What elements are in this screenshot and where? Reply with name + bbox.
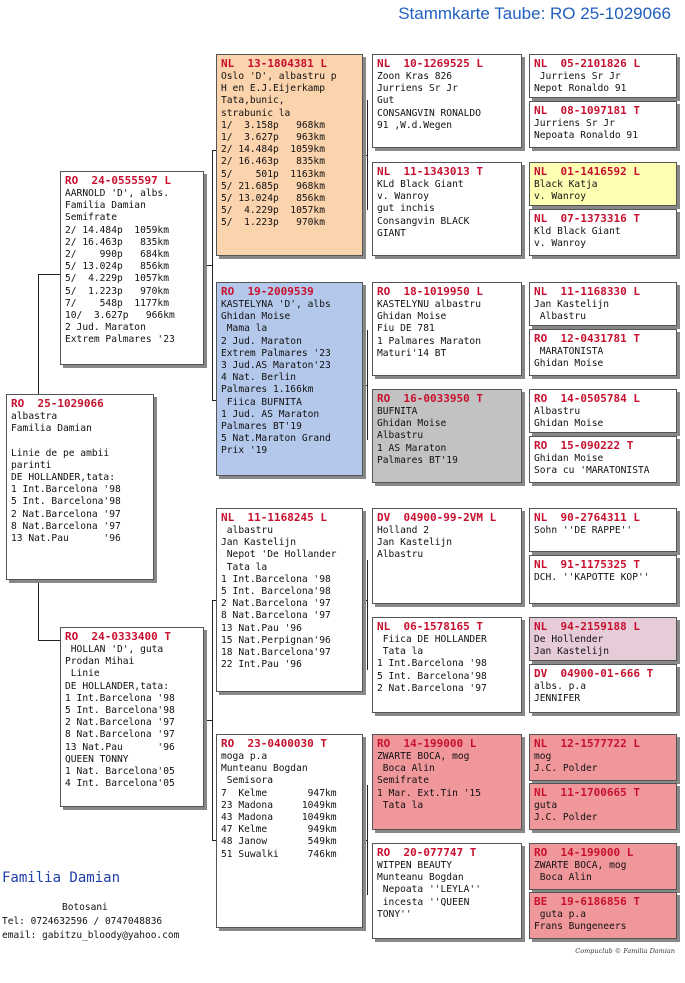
gg-box-5: NL 11-1168330 L Jan Kastelijn Albastru bbox=[529, 282, 677, 326]
ring-number: RO 14-199000 L bbox=[377, 737, 477, 750]
gg-box-4: NL 07-1373316 T Kld Black Giant v. Wanroy bbox=[529, 209, 677, 256]
ring-number: NL 11-1168245 L bbox=[221, 511, 327, 524]
ring-number: NL 11-1343013 T bbox=[377, 165, 483, 178]
ring-number: RO 24-0555597 L bbox=[65, 174, 171, 187]
pigeon-info: Oslo 'D', albastru p H en E.J.Eijerkamp Tata,bunic, strabunic la 1/ 3.158p 968km 1/ 3.627p 963km 2/ 14.484p 1059km 2/ 16.463p 835km 5/ 501p 1163km 5/ 21.685p 968km 5/ 13.024p 856km 5/ 4.229p 1057km 5/ 1.223p 970km bbox=[221, 71, 337, 229]
ring-number: NL 11-1168330 L bbox=[534, 285, 640, 298]
ring-number: RO 20-077747 T bbox=[377, 846, 477, 859]
ring-number: NL 90-2764311 L bbox=[534, 511, 640, 524]
gg-box-9: NL 90-2764311 L Sohn ''DE RAPPE'' bbox=[529, 508, 677, 552]
ring-number: NL 01-1416592 L bbox=[534, 165, 640, 178]
dds-box bbox=[372, 734, 522, 830]
dss-box bbox=[372, 508, 522, 604]
sire-dam-box bbox=[216, 282, 363, 476]
ssd-box bbox=[372, 162, 522, 256]
ring-number: RO 15-090222 T bbox=[534, 439, 634, 452]
gg-box-10: NL 91-1175325 T DCH. ''KAPOTTE KOP'' bbox=[529, 555, 677, 604]
gg-box-11: NL 94-2159188 L De Hollender Jan Kastelijn bbox=[529, 617, 677, 661]
sdd-box bbox=[372, 389, 522, 483]
gg-box-13: NL 12-1577722 L mog J.C. Polder bbox=[529, 734, 677, 781]
pigeon-info: Holland 2 Jan Kastelijn Albastru bbox=[377, 525, 453, 561]
ring-number: NL 08-1097181 T bbox=[534, 104, 640, 117]
pigeon-info: albastra Familia Damian Linie de pe ambii parinti DE HOLLANDER,tata: 1 Int.Barcelona '98 5 Int. Barcelona'98 2 Nat.Barcelona '97 8 Nat.Barcelona '97 13 Nat.Pau '96 bbox=[11, 411, 121, 545]
ring-number: RO 19-2009539 bbox=[221, 285, 314, 298]
dam-box bbox=[60, 627, 204, 807]
ring-number: BE 19-6186856 T bbox=[534, 895, 640, 908]
ring-number: RO 12-0431781 T bbox=[534, 332, 640, 345]
pigeon-info: ZWARTE BOCA, mog Boca Alin Semifrate 1 Mar. Ext.Tin '15 Tata la bbox=[377, 751, 481, 811]
ring-number: RO 14-199000 L bbox=[534, 846, 634, 859]
ring-number: NL 13-1804381 L bbox=[221, 57, 327, 70]
breeder-phone: Tel: 0724632596 / 0747048836 bbox=[2, 916, 163, 927]
ddd-box bbox=[372, 843, 522, 939]
gg-box-14: NL 11-1700665 T guta J.C. Polder bbox=[529, 783, 677, 830]
gg-box-7: RO 14-0505784 L Albastru Ghidan Moise bbox=[529, 389, 677, 433]
dam-dam-box bbox=[216, 734, 363, 928]
ring-number: NL 10-1269525 L bbox=[377, 57, 483, 70]
gg-box-16: BE 19-6186856 T guta p.a Frans Bungeneers bbox=[529, 892, 677, 939]
pigeon-info: Fiica DE HOLLANDER Tata la 1 Int.Barcelona '98 5 Int. Barcelona'98 2 Nat.Barcelona '97 bbox=[377, 634, 487, 694]
pigeon-info: albastru Jan Kastelijn Nepot 'De Hollander Tata la 1 Int.Barcelona '98 5 Int. Barcelona'98 2 Nat.Barcelona '97 8 Nat.Barcelona '97 13 Nat.Pau '96 15 Nat.Perpignan'96 18 Nat.Barcelona'97 22 Int.Pau '96 bbox=[221, 525, 337, 671]
ring-number: DV 04900-01-666 T bbox=[534, 667, 654, 680]
pigeon-info: WITPEN BEAUTY Munteanu Bogdan Nepoata ''LEYLA'' incesta ''QUEEN TONY'' bbox=[377, 860, 481, 920]
pigeon-info: HOLLAN 'D', guta Prodan Mihai Linie DE HOLLANDER,tata: 1 Int.Barcelona '98 5 Int. Barcelona'98 2 Nat.Barcelona '97 8 Nat.Barcelona '97 13 Nat.Pau '96 QUEEN TONNY 1 Nat. Barcelona'05 4 Int. Barcelona'05 bbox=[65, 644, 175, 790]
ring-number: NL 94-2159188 L bbox=[534, 620, 640, 633]
gg-box-8: RO 15-090222 T Ghidan Moise Sora cu 'MARATONISTA bbox=[529, 436, 677, 483]
ring-number: NL 12-1577722 L bbox=[534, 737, 640, 750]
ring-number: RO 14-0505784 L bbox=[534, 392, 640, 405]
dsd-box bbox=[372, 617, 522, 713]
gg-box-6: RO 12-0431781 T MARATONISTA Ghidan Moise bbox=[529, 329, 677, 376]
ring-number: NL 11-1700665 T bbox=[534, 786, 640, 799]
ring-number: DV 04900-99-2VM L bbox=[377, 511, 497, 524]
ring-number: NL 91-1175325 T bbox=[534, 558, 640, 571]
pigeon-info: KASTELYNA 'D', albs Ghidan Moise Mama la 2 Jud. Maraton Extrem Palmares '23 3 Jud.AS Maraton'23 4 Nat. Berlin Palmares 1.166km Fiica BUFNITA 1 Jud. AS Maraton Palmares BT'19 5 Nat.Maraton Grand Prix '19 bbox=[221, 299, 331, 457]
sire-sire-box bbox=[216, 54, 363, 256]
ring-number: NL 07-1373316 T bbox=[534, 212, 640, 225]
subject-pigeon-box bbox=[6, 394, 154, 580]
page-title: Stammkarte Taube: RO 25-1029066 bbox=[398, 4, 671, 23]
pigeon-info: moga p.a Munteanu Bogdan Semisora 7 Kelme 947km 23 Madona 1049km 43 Madona 1049km 47 Kelme 949km 48 Janow 549km 51 Suwalki 746km bbox=[221, 751, 337, 860]
breeder-city: Botosani bbox=[62, 902, 108, 913]
gg-box-12: DV 04900-01-666 T albs. p.a JENNIFER bbox=[529, 664, 677, 713]
sss-box bbox=[372, 54, 522, 148]
pigeon-info: KASTELYNU albastru Ghidan Moise Fiu DE 781 1 Palmares Maraton Maturi'14 BT bbox=[377, 299, 481, 359]
gg-box-1: NL 05-2101826 L Jurriens Sr Jr Nepot Ronaldo 91 bbox=[529, 54, 677, 98]
ring-number: NL 06-1578165 T bbox=[377, 620, 483, 633]
pigeon-info: KLd Black Giant v. Wanroy gut inchis Consangvin BLACK GIANT bbox=[377, 179, 470, 239]
ring-number: NL 05-2101826 L bbox=[534, 57, 640, 70]
dam-sire-box bbox=[216, 508, 363, 692]
software-credit: Compuclub © Familia Damian bbox=[575, 947, 675, 955]
gg-box-2: NL 08-1097181 T Jurriens Sr Jr Nepoata Ronaldo 91 bbox=[529, 101, 677, 148]
ring-number: RO 25-1029066 bbox=[11, 397, 104, 410]
breeder-email: email: gabitzu_bloody@yahoo.com bbox=[2, 930, 180, 941]
ring-number: RO 18-1019950 L bbox=[377, 285, 483, 298]
ring-number: RO 24-0333400 T bbox=[65, 630, 171, 643]
pigeon-info: Zoon Kras 826 Jurriens Sr Jr Gut CONSANGVIN RONALDO 91 ,W.d.Wegen bbox=[377, 71, 481, 131]
gg-box-15: RO 14-199000 L ZWARTE BOCA, mog Boca Alin bbox=[529, 843, 677, 890]
gg-box-3: NL 01-1416592 L Black Katja v. Wanroy bbox=[529, 162, 677, 206]
sire-box bbox=[60, 171, 204, 365]
pigeon-info: BUFNITA Ghidan Moise Albastru 1 AS Maraton Palmares BT'19 bbox=[377, 406, 458, 466]
ring-number: RO 16-0033950 T bbox=[377, 392, 483, 405]
breeder-name: Familia Damian bbox=[2, 870, 121, 886]
sds-box bbox=[372, 282, 522, 376]
pigeon-info: AARNOLD 'D', albs. Familia Damian Semifrate 2/ 14.484p 1059km 2/ 16.463p 835km 2/ 990p 684km 5/ 13.024p 856km 5/ 4.229p 1057km 5/ 1.223p 970km 7/ 548p 1177km 10/ 3.627p 966km 2 Jud. Maraton Extrem Palmares '23 bbox=[65, 188, 175, 346]
ring-number: RO 23-0400030 T bbox=[221, 737, 327, 750]
